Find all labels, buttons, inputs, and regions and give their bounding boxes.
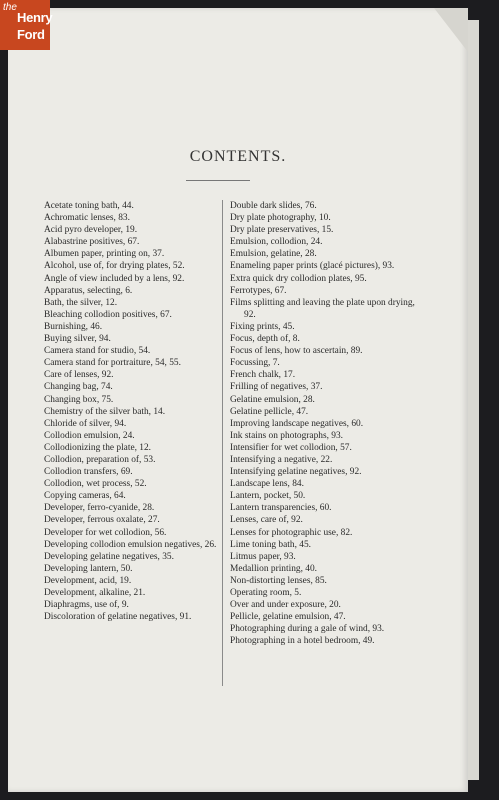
index-entry: Double dark slides, 76. <box>230 201 317 211</box>
logo-line-the: the <box>3 2 17 13</box>
index-entry: Emulsion, collodion, 24. <box>230 237 323 248</box>
index-entry: Bleaching collodion positives, 67. <box>44 309 172 320</box>
index-entry: Bath, the silver, 12. <box>44 297 118 308</box>
index-entry: Lime toning bath, 45. <box>230 539 311 550</box>
index-entry: Litmus paper, 93. <box>230 551 296 562</box>
index-entry: Pellicle, gelatine emulsion, 47. <box>230 612 346 623</box>
henry-ford-logo <box>0 0 53 50</box>
index-entry: Ink stains on photographs, 93. <box>230 430 344 441</box>
index-entry: Diaphragms, use of, 9. <box>44 600 129 611</box>
logo-line-henry: Henry <box>17 10 53 25</box>
index-entry: Developing gelatine negatives, 35. <box>44 551 174 562</box>
index-entry: Emulsion, gelatine, 28. <box>230 249 317 260</box>
index-entry: Angle of view included by a lens, 92. <box>44 273 185 284</box>
index-entry: Gelatine emulsion, 28. <box>230 394 315 405</box>
index-entry: Gelatine pellicle, 47. <box>230 406 309 417</box>
index-entry: Non-distorting lenses, 85. <box>230 575 327 586</box>
index-entry: Achromatic lenses, 83. <box>44 213 130 224</box>
index-entry: Extra quick dry collodion plates, 95. <box>230 273 367 284</box>
index-entry: Alabastrine positives, 67. <box>44 237 140 248</box>
index-entry: Albumen paper, printing on, 37. <box>44 249 165 260</box>
index-entry: Development, acid, 19. <box>44 575 132 586</box>
document-page <box>8 8 468 792</box>
index-entry: Collodion emulsion, 24. <box>44 430 135 441</box>
index-entry: Chloride of silver, 94. <box>44 418 127 429</box>
index-entry: Landscape lens, 84. <box>230 479 304 490</box>
index-entry: Photographing in a hotel bedroom, 49. <box>230 636 375 647</box>
index-entry: Chemistry of the silver bath, 14. <box>44 406 166 417</box>
page-corner-fold <box>434 8 468 52</box>
index-entry: Operating room, 5. <box>230 588 302 598</box>
index-entry: Developer, ferrous oxalate, 27. <box>44 515 160 526</box>
index-entry: Lantern transparencies, 60. <box>230 503 332 514</box>
index-entry: Dry plate photography, 10. <box>230 213 331 224</box>
index-entry: Acid pyro developer, 19. <box>44 225 138 236</box>
index-entry: Burnishing, 46. <box>44 321 103 332</box>
index-entry: Intensifying gelatine negatives, 92. <box>230 467 362 478</box>
index-entry: Dry plate preservatives, 15. <box>230 225 334 236</box>
page-title: CONTENTS. <box>189 148 287 165</box>
index-entry: Buying silver, 94. <box>44 334 111 345</box>
index-entry: Intensifying a negative, 22. <box>230 454 333 465</box>
index-entry: Changing bag, 74. <box>44 382 113 393</box>
index-entry: Acetate toning bath, 44. <box>44 201 134 211</box>
index-entry: Photographing during a gale of wind, 93. <box>230 624 385 635</box>
logo-line-ford: Ford <box>17 27 45 42</box>
index-entry: Developer for wet collodion, 56. <box>44 527 167 538</box>
index-entry: Developing collodion emulsion negatives, 26. <box>44 539 217 550</box>
index-entry: Copying cameras, 64. <box>44 491 126 502</box>
index-entry: Collodionizing the plate, 12. <box>44 442 152 453</box>
index-column-right <box>222 200 428 686</box>
index-entry: Focus of lens, how to ascertain, 89. <box>230 346 363 357</box>
index-entry: Enameling paper prints (glacé pictures), 93. <box>230 261 395 272</box>
index-entry: Developer, ferro-cyanide, 28. <box>44 503 155 514</box>
index-entry: Developing lantern, 50. <box>44 563 133 574</box>
index-entry: French chalk, 17. <box>230 370 296 381</box>
index-entry: Lenses, care of, 92. <box>230 515 303 526</box>
title-rule <box>186 180 250 181</box>
index-entry: Lenses for photographic use, 82. <box>230 527 353 538</box>
index-entry: Camera stand for portraiture, 54, 55. <box>44 358 181 369</box>
index-entry: Changing box, 75. <box>44 394 114 405</box>
index-entry: Focus, depth of, 8. <box>230 334 300 345</box>
index-entry: Frilling of negatives, 37. <box>230 382 323 393</box>
index-column-left <box>44 200 242 623</box>
index-entry: Care of lenses, 92. <box>44 370 114 381</box>
index-entry: Collodion, preparation of, 53. <box>44 454 156 465</box>
index-entry: Alcohol, use of, for drying plates, 52. <box>44 261 185 272</box>
index-entry: Improving landscape negatives, 60. <box>230 418 364 429</box>
index-entry: Ferrotypes, 67. <box>230 285 287 296</box>
index-entry: Fixing prints, 45. <box>230 321 295 332</box>
index-entry: Over and under exposure, 20. <box>230 600 341 611</box>
index-entry: Lantern, pocket, 50. <box>230 491 306 502</box>
index-entry: Intensifier for wet collodion, 57. <box>230 442 352 453</box>
index-entry: Collodion, wet process, 52. <box>44 479 147 490</box>
index-entry: Apparatus, selecting, 6. <box>44 285 133 296</box>
index-entry: Medallion printing, 40. <box>230 563 317 574</box>
index-entry: Discoloration of gelatine negatives, 91. <box>44 612 192 623</box>
index-entry: Films splitting and leaving the plate upon drying, 92. <box>230 297 415 320</box>
index-entry: Collodion transfers, 69. <box>44 467 133 478</box>
index-entry: Development, alkaline, 21. <box>44 588 146 598</box>
index-entry: Camera stand for studio, 54. <box>44 346 151 357</box>
index-entry: Focussing, 7. <box>230 358 280 369</box>
